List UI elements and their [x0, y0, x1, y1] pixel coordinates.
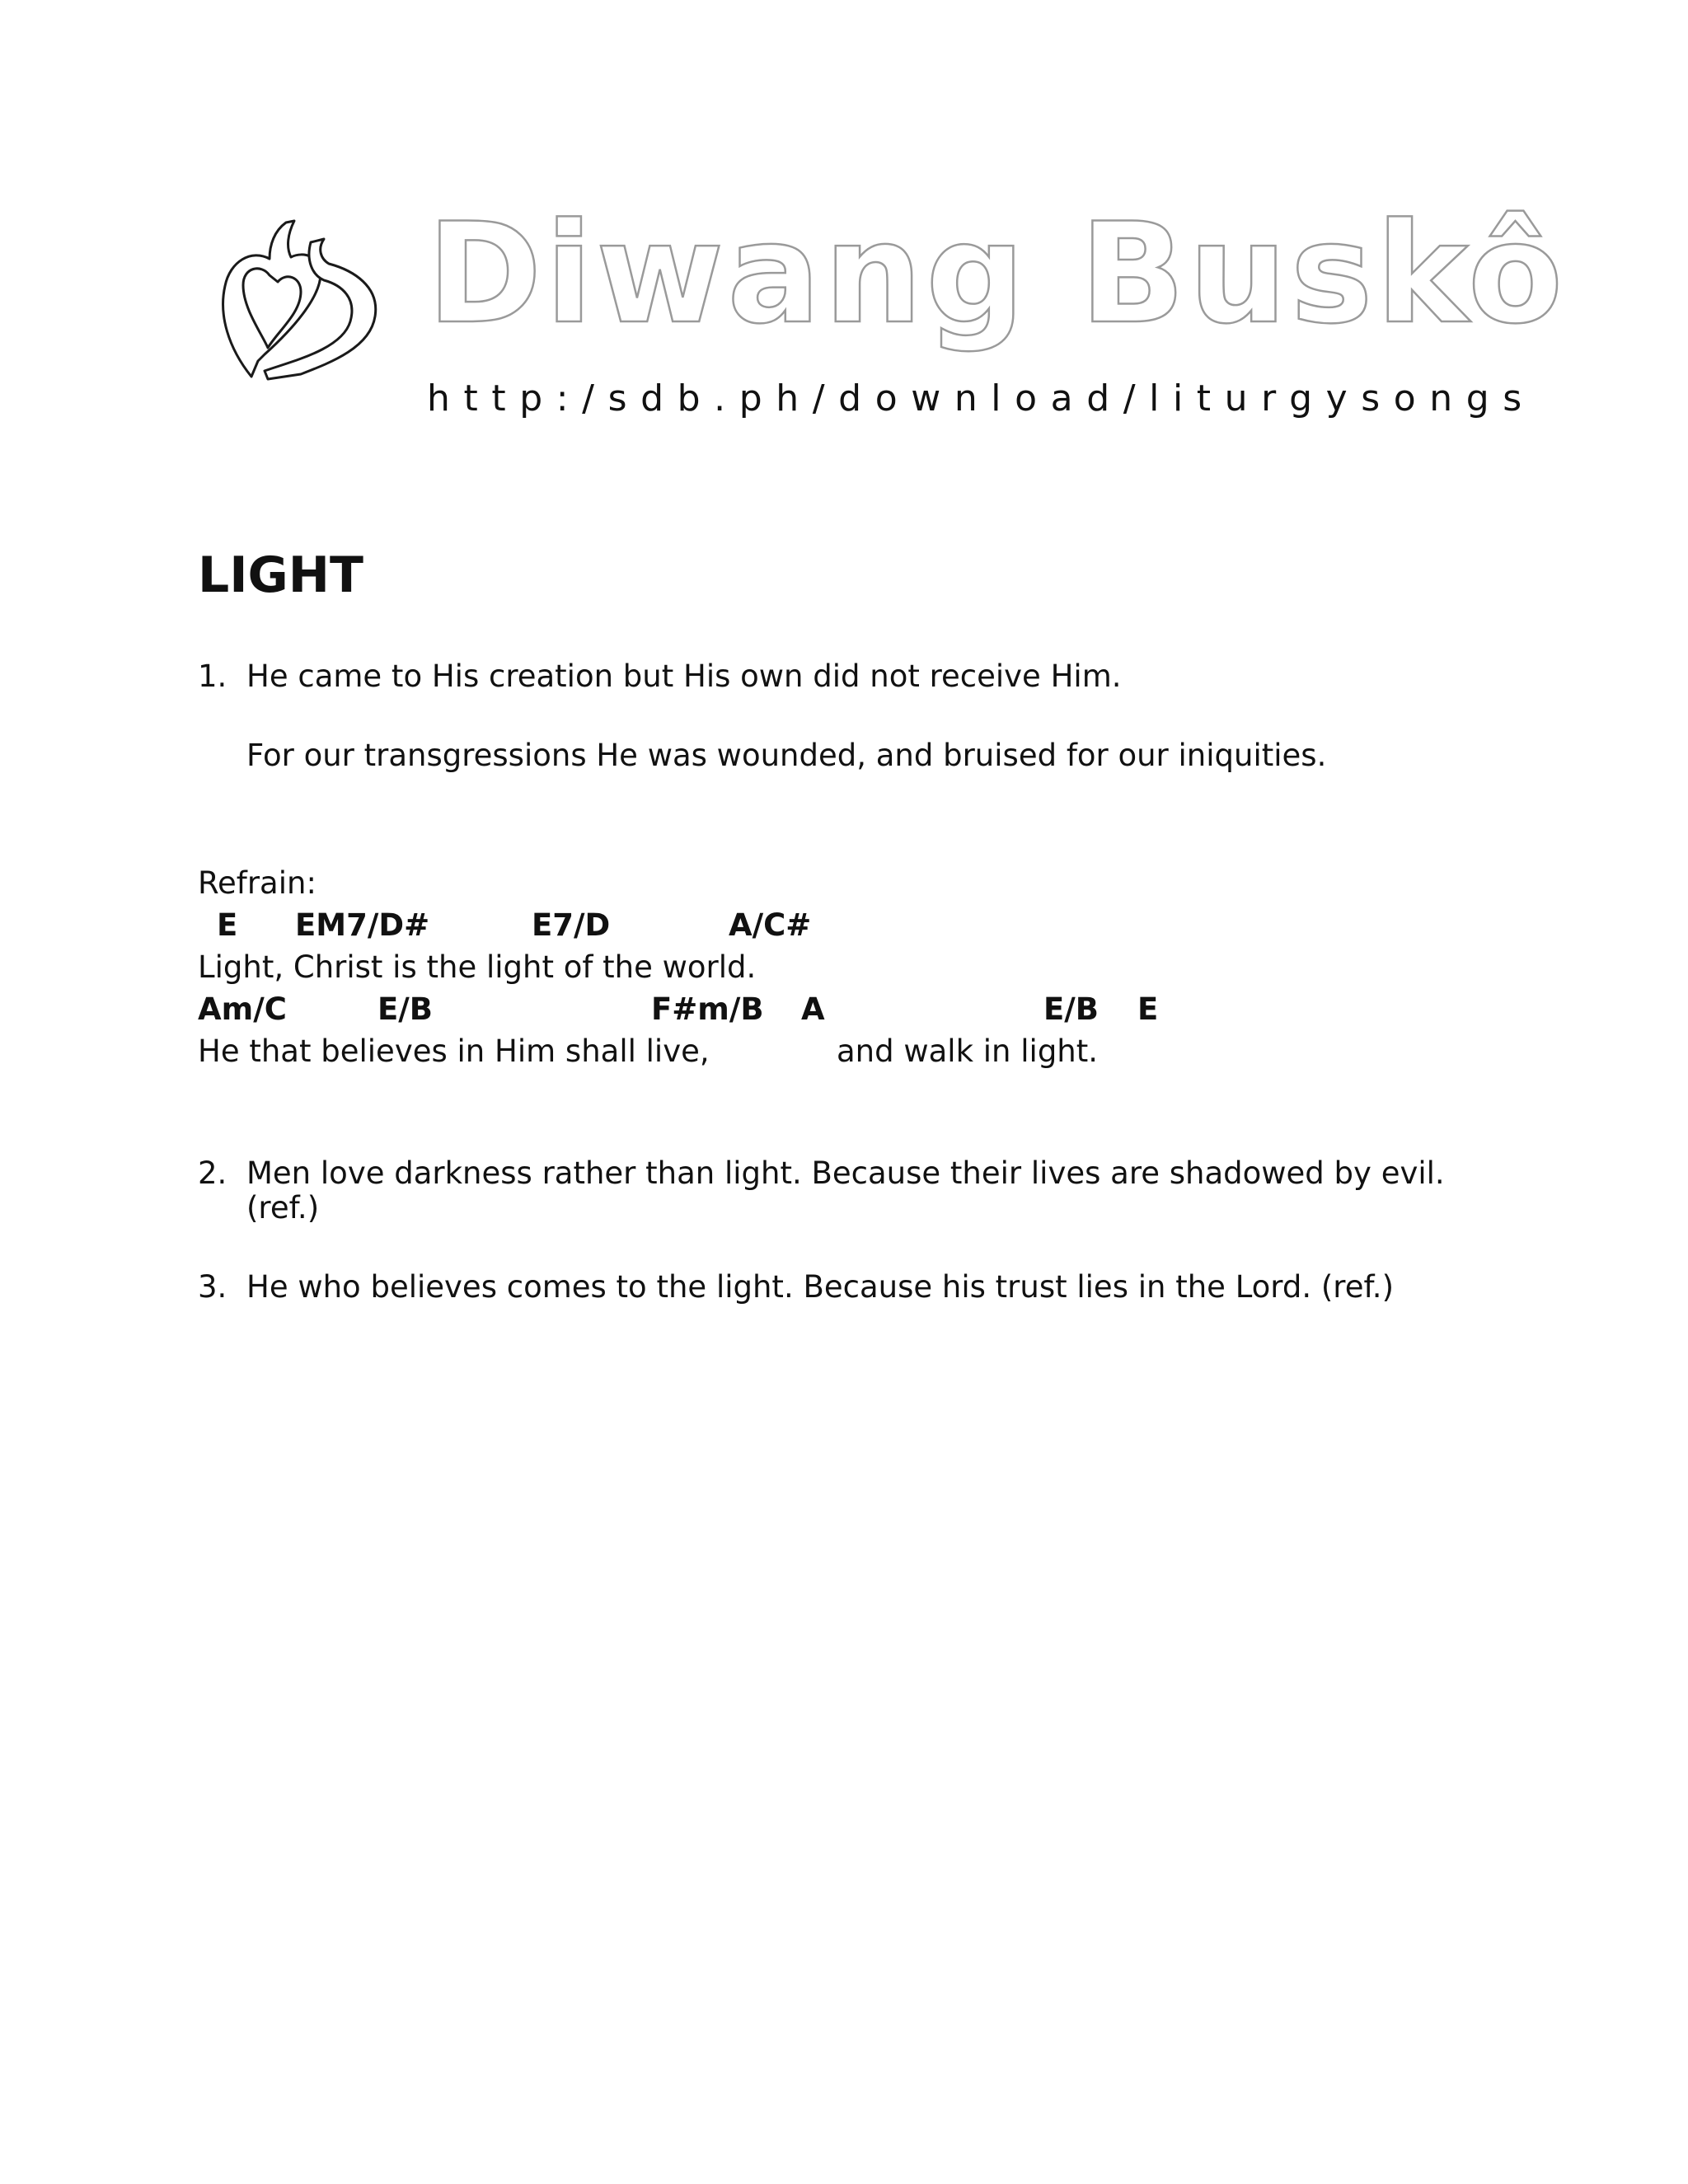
verse-2-line-2: (ref.)	[246, 1190, 320, 1226]
refrain-lyric-1: Light, Christ is the light of the world.	[198, 949, 757, 985]
diwang-busko-heart-icon	[218, 216, 383, 381]
chord: F#m/B	[651, 991, 764, 1027]
chord: E/B	[1043, 991, 1099, 1027]
verse-1-line-1: He came to His creation but His own did not receive Him.	[246, 658, 1122, 694]
verse-1-number: 1.	[198, 658, 227, 694]
refrain-label: Refrain:	[198, 865, 316, 901]
verse-3-number: 3.	[198, 1269, 227, 1305]
verse-3-line-1: He who believes comes to the light. Because his trust lies in the Lord. (ref.)	[246, 1269, 1394, 1305]
refrain-lyric-2a: He that believes in Him shall live,	[198, 1033, 710, 1069]
chord: EM7/D#	[295, 907, 430, 943]
verse-2-line-1: Men love darkness rather than light. Because their lives are shadowed by evil.	[246, 1155, 1445, 1191]
chord: A/C#	[729, 907, 812, 943]
verse-1-line-2: For our transgressions He was wounded, and bruised for our iniquities.	[246, 738, 1327, 773]
chord: E/B	[377, 991, 433, 1027]
site-url: http:/sdb.ph/download/liturgysongs	[427, 377, 1536, 419]
chord: E7/D	[532, 907, 611, 943]
chord: A	[801, 991, 825, 1027]
chord: Am/C	[198, 991, 287, 1027]
chord: E	[217, 907, 238, 943]
refrain-lyric-2b: and walk in light.	[837, 1033, 1099, 1069]
song-title: LIGHT	[198, 546, 363, 604]
brand-name: Diwang Buskô	[427, 193, 1567, 354]
chord: E	[1137, 991, 1159, 1027]
verse-2-number: 2.	[198, 1155, 227, 1191]
